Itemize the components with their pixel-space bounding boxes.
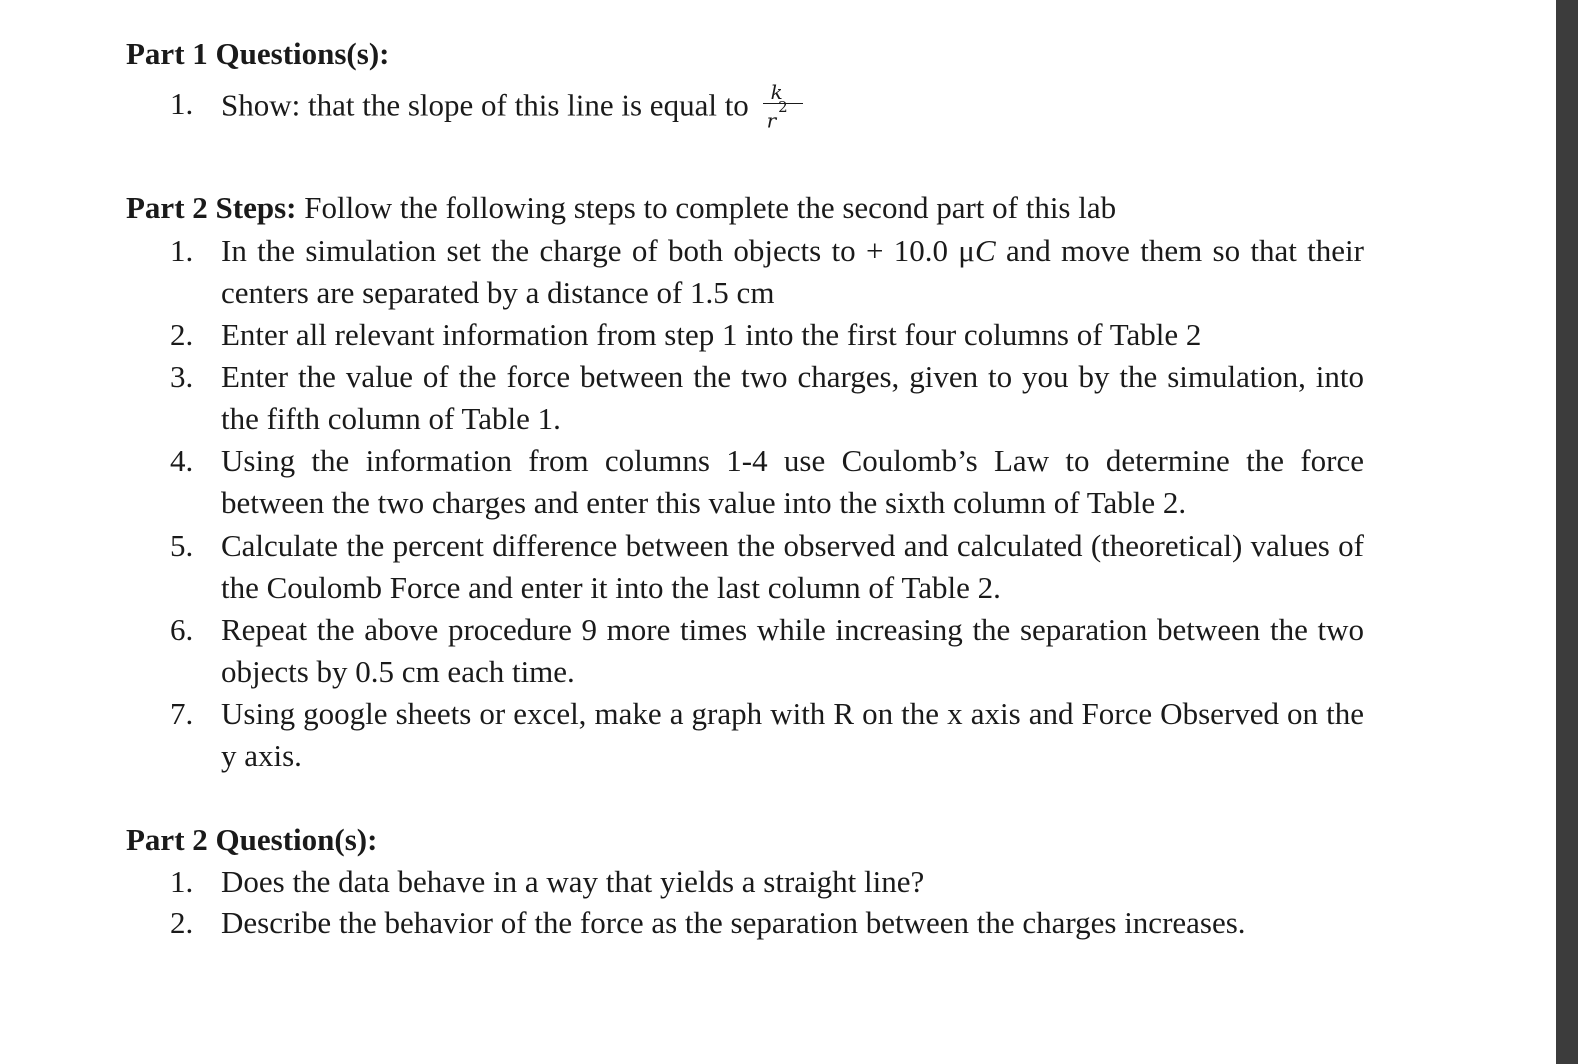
part2-questions-heading: Part 2 Question(s): [126,822,378,857]
step-4 [170,440,1364,524]
step-1 [170,230,1364,314]
step-text: Using google sheets or excel, make a graph with R on the x axis and Force Observed on the y axis. [221,696,1364,773]
list-number: 2. [170,317,194,352]
fraction-denominator [763,98,803,133]
part1-heading: Part 1 Questions(s): [126,36,390,71]
step-text: Enter all relevant information from step 1 into the first four columns of Table 2 [221,317,1202,352]
question-text: Describe the behavior of the force as the separation between the charges increases. [221,905,1246,940]
part2-steps-heading: Part 2 Steps: [126,190,297,225]
slope-fraction [763,81,803,132]
fraction-exponent: 2 [778,98,788,116]
list-number: 3. [170,359,194,394]
step-5 [170,525,1364,609]
step-text: Calculate the percent difference between the observed and calculated (theoretical) values of the Coulomb Force and enter it into the last column of Table 2. [221,528,1364,605]
list-number: 5. [170,528,194,563]
step-text-before: In the simulation set the charge of both objects to + 10.0 μ [221,233,975,268]
step-6 [170,609,1364,693]
list-number: 4. [170,443,194,478]
viewer-scroll-edge[interactable] [1556,0,1578,1064]
list-number: 7. [170,696,194,731]
list-number: 1. [170,86,194,121]
list-number: 1. [170,864,194,899]
fraction-numerator: k [770,80,783,104]
fraction-denominator-base: r [766,108,777,133]
part2-question-1 [170,861,1364,903]
list-number: 6. [170,612,194,647]
question-text: Does the data behave in a way that yields a straight line? [221,864,925,899]
part2-steps-intro: Follow the following steps to complete the second part of this lab [296,190,1117,225]
step-text: Repeat the above procedure 9 more times while increasing the separation between the two objects by 0.5 cm each time. [221,612,1364,689]
step-text-after: and move them so that their centers are separated by a distance of 1.5 cm [221,233,1364,310]
list-number: 2. [170,905,194,940]
step-unit: C [974,233,996,268]
step-3 [170,356,1364,440]
part2-question-2 [170,902,1364,944]
list-number: 1. [170,233,194,268]
question-body [221,80,1364,134]
question-text: Show: that the slope of this line is equal to [221,87,749,123]
step-text: Using the information from columns 1-4 use Coulomb’s Law to determine the force between the two charges and enter this value into the sixth column of Table 2. [221,443,1364,520]
step-body [221,230,1364,314]
step-2 [170,314,1364,356]
part1-question-1 [170,80,1364,134]
step-text: Enter the value of the force between the two charges, given to you by the simulation, into the fifth column of Table 1. [221,359,1364,436]
step-7 [170,693,1364,777]
part2-steps-heading-line [126,190,1116,226]
